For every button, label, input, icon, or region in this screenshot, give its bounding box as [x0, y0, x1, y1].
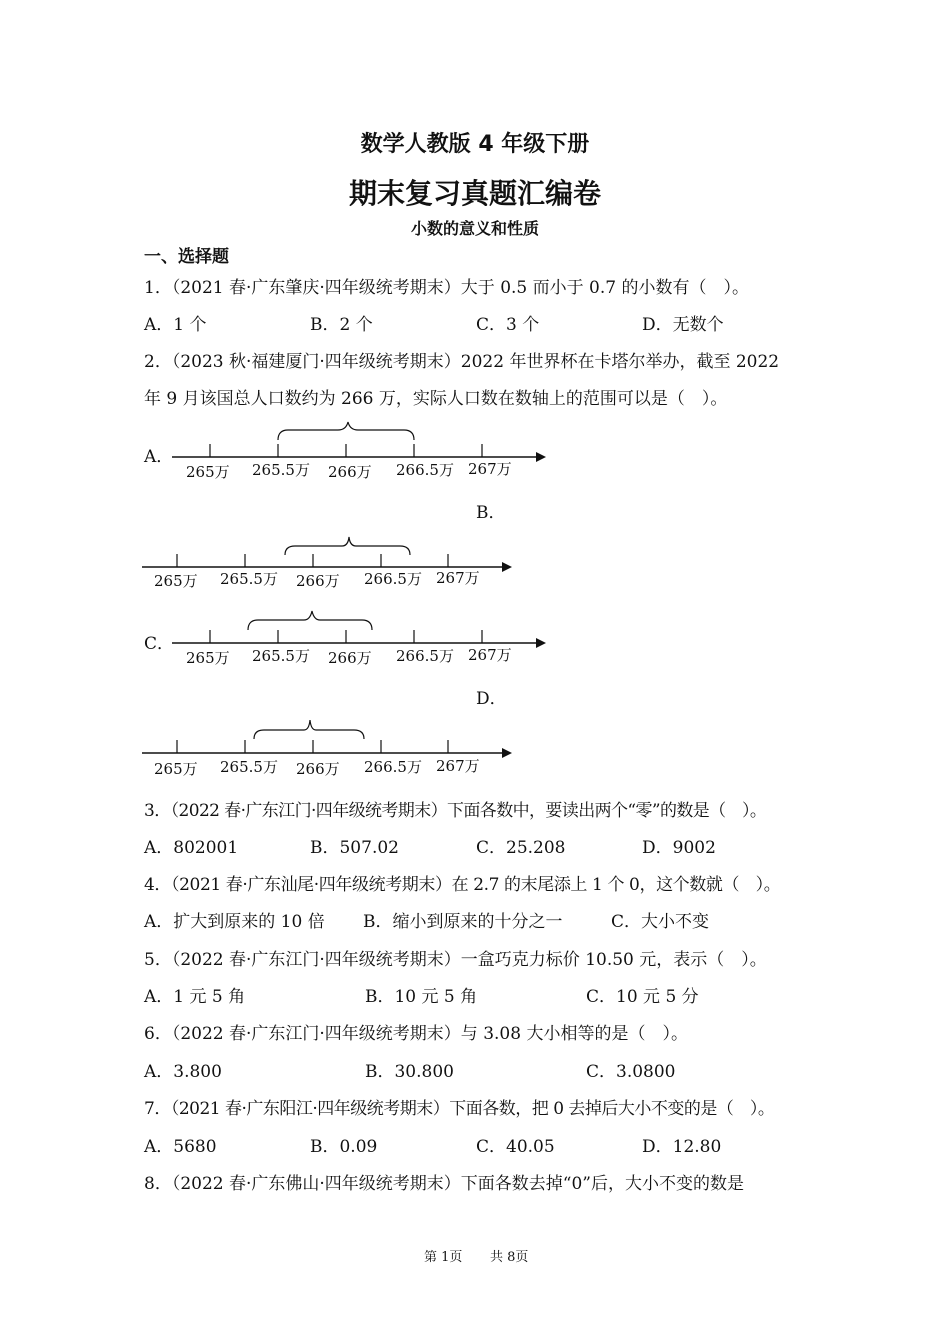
q2-option-c-label: C． [144, 634, 175, 654]
q3-option-a: A．802001 [144, 838, 239, 858]
q7-option-c: C．40.05 [476, 1137, 555, 1157]
question-4-text: 4．（2021 春·广东汕尾·四年级统考期末）在 2.7 的末尾添上 1 个 0，这个数就（ ）。 [144, 875, 781, 895]
tick-label: 265.5万 [220, 570, 278, 588]
q5-option-b: B．10 元 5 角 [365, 987, 478, 1007]
question-1-text: 1．（2021 春·广东肇庆·四年级统考期末）大于 0.5 而小于 0.7 的小数有（ ）。 [144, 278, 749, 298]
q2-number-line-a [172, 420, 552, 485]
question-3-text: 3．（2022 春·广东江门·四年级统考期末）下面各数中，要读出两个“零”的数是（ ）。 [144, 801, 767, 821]
tick-label: 266.5万 [396, 647, 454, 665]
question-6-text: 6．（2022 春·广东江门·四年级统考期末）与 3.08 大小相等的是（ ）。 [144, 1024, 688, 1044]
tick-label: 266万 [328, 463, 372, 481]
q4-option-b: B．缩小到原来的十分之一 [363, 912, 563, 932]
q6-option-b: B．30.800 [365, 1062, 454, 1082]
tick-label: 265万 [186, 463, 230, 481]
question-5-text: 5．（2022 春·广东江门·四年级统考期末）一盒巧克力标价 10.50 元，表示（ ）。 [144, 950, 767, 970]
q3-option-d: D．9002 [642, 838, 716, 858]
q4-option-a: A．扩大到原来的 10 倍 [144, 912, 325, 932]
question-8-text: 8．（2022 春·广东佛山·四年级统考期末）下面各数去掉“0”后，大小不变的数是 [144, 1174, 744, 1194]
subject-heading: 数学人教版 4 年级下册 [360, 132, 590, 157]
q1-option-b: B．2 个 [310, 315, 373, 335]
tick-label: 267万 [468, 646, 512, 664]
question-7-text: 7．（2021 春·广东阳江·四年级统考期末）下面各数，把 0 去掉后大小不变的是（ ）。 [144, 1099, 775, 1119]
tick-label: 265万 [186, 649, 230, 667]
tick-label: 266.5万 [364, 570, 422, 588]
question-2-text-line2: 年 9 月该国总人口数约为 266 万，实际人口数在数轴上的范围可以是（ ）。 [144, 389, 728, 409]
tick-label: 267万 [436, 757, 480, 775]
tick-label: 265.5万 [252, 647, 310, 665]
tick-label: 267万 [468, 460, 512, 478]
tick-label: 266.5万 [396, 461, 454, 479]
question-2-text-line1: 2．（2023 秋·福建厦门·四年级统考期末）2022 年世界杯在卡塔尔举办，截至 2022 [144, 352, 780, 372]
q1-option-c: C．3 个 [476, 315, 540, 335]
q3-option-c: C．25.208 [476, 838, 566, 858]
q2-number-line-c [172, 606, 552, 671]
tick-label: 266.5万 [364, 758, 422, 776]
q7-option-d: D．12.80 [642, 1137, 722, 1157]
tick-label: 267万 [436, 569, 480, 587]
tick-label: 265.5万 [252, 461, 310, 479]
tick-label: 266万 [296, 572, 340, 590]
q2-option-a-label: A． [144, 447, 174, 467]
q7-option-a: A．5680 [144, 1137, 217, 1157]
q5-option-c: C．10 元 5 分 [586, 987, 699, 1007]
page-title: 期末复习真题汇编卷 [348, 177, 601, 210]
section-heading: 一、选择题 [144, 247, 229, 267]
q6-option-c: C．3.0800 [586, 1062, 676, 1082]
page-total: 共 8页 [490, 1250, 529, 1265]
tick-label: 265万 [154, 572, 198, 590]
q2-option-d-label: D． [476, 689, 507, 709]
q3-option-b: B．507.02 [310, 838, 399, 858]
q2-option-b-label: B． [476, 503, 506, 523]
page-number: 第 1页 [424, 1250, 463, 1265]
tick-label: 265.5万 [220, 758, 278, 776]
q1-option-a: A．1 个 [144, 315, 207, 335]
q6-option-a: A．3.800 [144, 1062, 222, 1082]
tick-label: 265万 [154, 760, 198, 778]
q2-number-line-d [142, 716, 522, 781]
topic-heading: 小数的意义和性质 [410, 219, 539, 238]
tick-label: 266万 [296, 760, 340, 778]
q7-option-b: B．0.09 [310, 1137, 378, 1157]
q4-option-c: C．大小不变 [611, 912, 710, 932]
tick-label: 266万 [328, 649, 372, 667]
q1-option-d: D．无数个 [642, 315, 724, 335]
q5-option-a: A．1 元 5 角 [144, 987, 246, 1007]
q2-number-line-b [142, 530, 522, 595]
